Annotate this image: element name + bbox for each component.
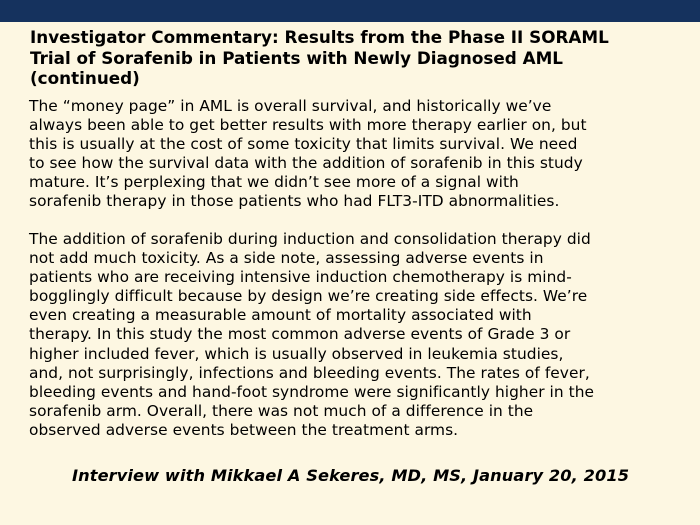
text-line: therapy. In this study the most common adverse events of Grade 3 or	[29, 325, 571, 344]
text-line: higher included fever, which is usually observed in leukemia studies,	[29, 344, 564, 363]
text-line: to see how the survival data with the addition of sorafenib in this study	[29, 154, 583, 173]
header-band	[0, 0, 700, 22]
text-line: and, not surprisingly, infections and bleeding events. The rates of fever,	[29, 363, 590, 382]
text-line: The addition of sorafenib during induction and consolidation therapy did	[29, 230, 591, 248]
title-line: (continued)	[30, 68, 140, 88]
commentary-paragraph-survival	[29, 97, 679, 212]
text-line: even creating a measurable amount of mortality associated with	[29, 306, 532, 325]
text-line: bogglingly difficult because by design we’re creating side effects. We’re	[29, 287, 588, 306]
text-line: sorafenib arm. Overall, there was not much of a difference in the	[29, 401, 534, 420]
text-line: bleeding events and hand-foot syndrome were significantly higher in the	[29, 382, 595, 401]
text-line: sorafenib therapy in those patients who had FLT3-ITD abnormalities.	[29, 192, 560, 211]
slide-title	[30, 27, 670, 89]
commentary-paragraph-toxicity	[29, 230, 679, 440]
text-line: this is usually at the cost of some toxicity that limits survival. We need	[29, 135, 578, 154]
interview-attribution: Interview with Mikkael A Sekeres, MD, MS, January 20, 2015	[72, 466, 630, 485]
text-line: mature. It’s perplexing that we didn’t see more of a signal with	[29, 173, 519, 192]
text-line: observed adverse events between the treatment arms.	[29, 420, 459, 439]
text-line: The “money page” in AML is overall survival, and historically we’ve	[29, 97, 552, 115]
text-line: not add much toxicity. As a side note, assessing adverse events in	[29, 249, 544, 268]
title-line: Investigator Commentary: Results from the Phase II SORAML	[30, 27, 609, 47]
text-line: always been able to get better results with more therapy earlier on, but	[29, 116, 587, 135]
text-line: patients who are receiving intensive induction chemotherapy is mind-	[29, 268, 572, 287]
title-line: Trial of Sorafenib in Patients with Newly Diagnosed AML	[30, 47, 563, 68]
